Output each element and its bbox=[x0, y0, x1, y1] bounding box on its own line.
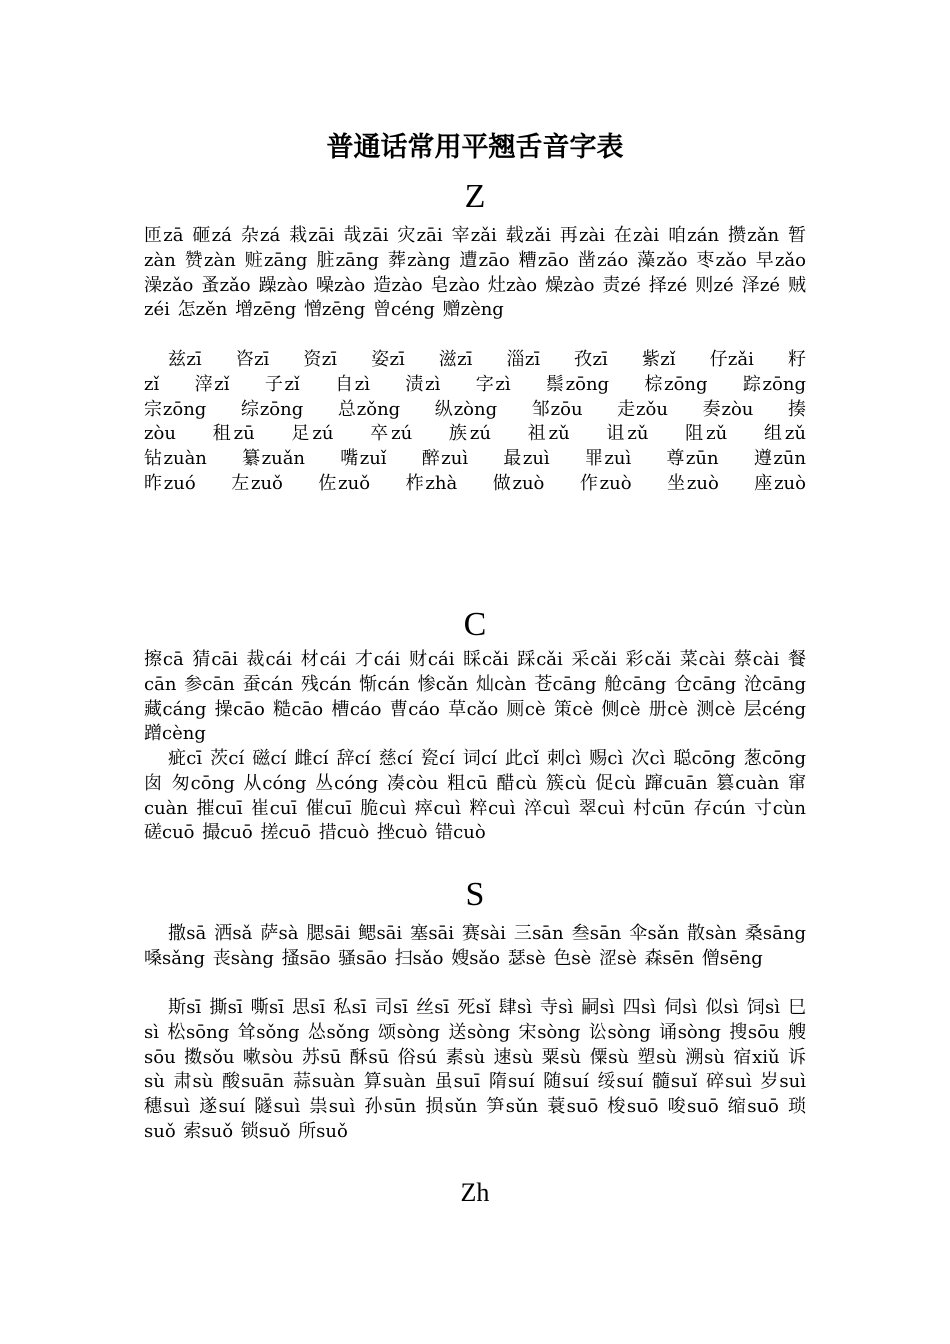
paragraph-c-1: 擦cā 猜cāi 裁cái 材cái 才cái 财cái 睬cǎi 踩cǎi 采cǎi 彩cǎi 菜cài 蔡cài 餐cān 参cān 蚕cán 残cán 惭cán 惨cǎn 灿càn 苍cāng 舱cāng 仓cāng 沧cāng 藏cáng 操cāo 糙cāo 槽cáo 曹cáo 草cǎo 厕cè 策cè 侧cè 册cè 测cè 层céng 蹭cèng bbox=[144, 649, 806, 745]
page-title: 普通话常用平翘舌音字表 bbox=[326, 132, 624, 163]
paragraph-s-2: 斯sī 撕sī 嘶sī 思sī 私sī 司sī 丝sī 死sǐ 肆sì 寺sì 嗣sì 四sì 伺sì 似sì 饲sì 巳sì 松sōng 耸sǒng 怂sǒng 颂sòng 送sòng 宋sòng 讼sòng 诵sòng 搜sōu 艘sōu 擞sǒu 嗽sòu 苏sū 酥sū 俗sú 素sù 速sù 粟sù 僳sù 塑sù 溯sù 宿xiǔ 诉sù 肃sù 酸suān 蒜suàn 算suàn 虽suī 隋suí 随suí 绥suí 髓suǐ 碎suì 岁suì 穗suì 遂suí 隧suì 祟suì 孙sūn 损sǔn 笋sǔn 蓑suō 梭suō 唆suō 缩suō 琐suǒ 索suǒ 锁suǒ 所suǒ bbox=[144, 997, 806, 1142]
section-heading-c: C bbox=[463, 606, 487, 643]
section-heading-z: Z bbox=[464, 178, 486, 215]
paragraph-c-2: 疵cī 茨cí 磁cí 雌cí 辞cí 慈cí 瓷cí 词cí 此cǐ 刺cì 赐cì 次cì 聪cōng 葱cōng 囱 匆cōng 从cóng 丛cóng 凑còu 粗cū 醋cù 簇cù 促cù 蹿cuān 篡cuàn 窜cuàn 摧cuī 崔cuī 催cuī 脆cuì 瘁cuì 粹cuì 淬cuì 翠cuì 村cūn 存cún 寸cùn 磋cuō 撮cuō 搓cuō 措cuò 挫cuò 错cuò bbox=[144, 748, 806, 844]
paragraph-z-1: 匝zā 砸zá 杂zá 栽zāi 哉zāi 灾zāi 宰zǎi 载zǎi 再zài 在zài 咱zán 攒zǎn 暂zàn 赞zàn 赃zāng 脏zāng 葬zàng 遭zāo 糟zāo 凿záo 藻zǎo 枣zǎo 早zǎo 澡zǎo 蚤zǎo 躁zào 噪zào 造zào 皂zào 灶zào 燥zào 责zé 择zé 则zé 泽zé 贼zéi 怎zěn 增zēng 憎zēng 曾céng 赠zèng bbox=[144, 225, 806, 321]
paragraph-z-2: 兹zī 咨zī 资zī 姿zī 滋zī 淄zī 孜zī 紫zǐ 仔zǎi 籽zǐ 滓zǐ 子zǐ 自zì 渍zì 字zì 鬃zōng 棕zōng 踪zōng 宗zōng 综zōng 总zǒng 纵zòng 邹zōu 走zǒu 奏zòu 揍zòu 租zū 足zú 卒zú 族zú 祖zǔ 诅zǔ 阻zǔ 组zǔ 钻zuàn 纂zuǎn 嘴zuǐ 醉zuì 最zuì 罪zuì 尊zūn 遵zūn 昨zuó 左zuǒ 佐zuǒ 柞zhà 做zuò 作zuò 坐zuò 座zuò bbox=[144, 349, 806, 494]
paragraph-s-1: 撒sā 洒sǎ 萨sà 腮sāi 鳃sāi 塞sāi 赛sài 三sān 叁sān 伞sǎn 散sàn 桑sāng 嗓sǎng 丧sàng 搔sāo 骚sāo 扫sǎo 嫂sǎo 瑟sè 色sè 涩sè 森sēn 僧sēng bbox=[144, 923, 806, 969]
section-heading-zh: Zh bbox=[460, 1178, 490, 1207]
section-heading-s: S bbox=[465, 876, 485, 913]
